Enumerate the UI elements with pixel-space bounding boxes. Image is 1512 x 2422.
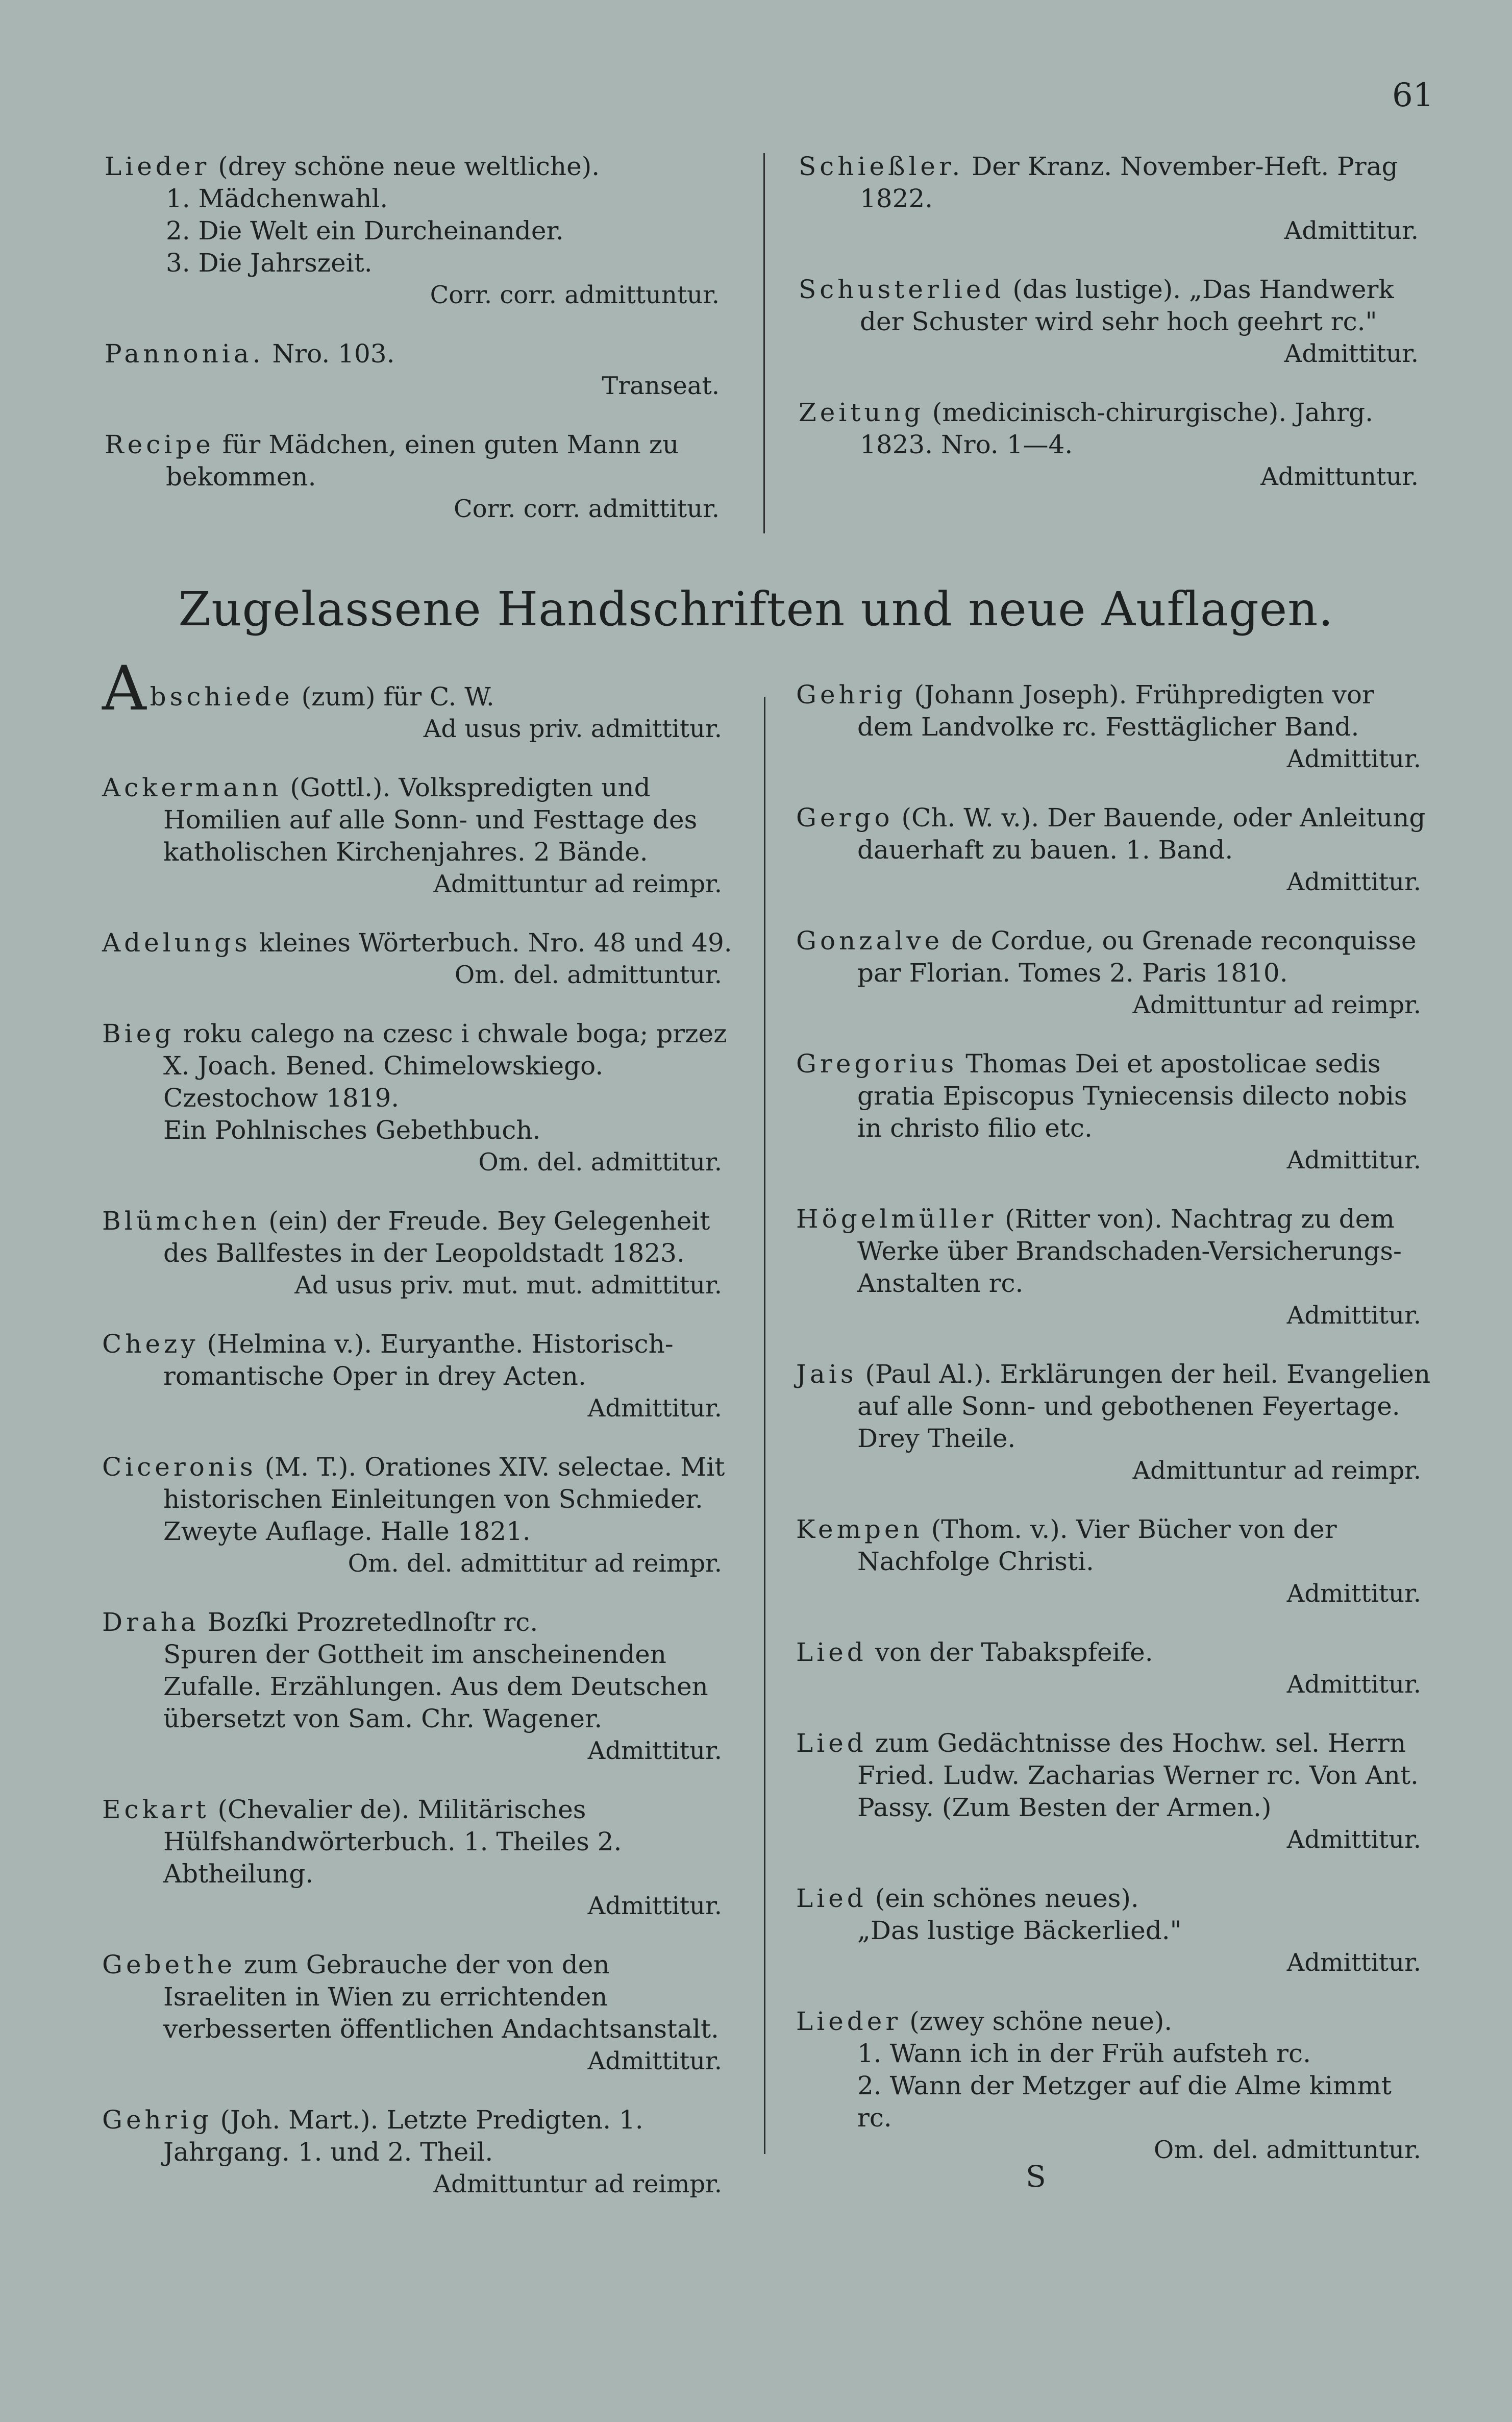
entry-headword: Högelmüller	[796, 1204, 997, 1234]
catalog-entry	[796, 1203, 1431, 1332]
entry-text	[796, 1727, 1431, 1824]
entry-headword: Schusterlied	[799, 275, 1005, 304]
entry-verdict: Admittitur.	[587, 2047, 722, 2075]
entry-text	[796, 1203, 1431, 1300]
catalog-entry	[105, 338, 730, 402]
entry-subline: 3. Die Jahrszeit.	[166, 248, 373, 278]
entry-text	[105, 338, 730, 370]
entry-text	[102, 1328, 732, 1392]
entry-subline: 2. Wann der Metzger auf die Alme kimmt rc.	[857, 2071, 1392, 2133]
entry-headword: Bieg	[102, 1019, 175, 1048]
entry-description: (Chevalier de). Militärisches Hülfshandwörterbuch. 1. Theiles 2. Abtheilung.	[163, 1795, 622, 1889]
catalog-entry	[102, 653, 732, 745]
entry-headword: Gonzalve	[796, 926, 944, 956]
catalog-entry	[102, 772, 732, 900]
entry-verdict: Admittuntur ad reimpr.	[433, 870, 722, 898]
entry-text	[102, 1794, 732, 1890]
entry-headword: Lieder	[105, 152, 210, 181]
entry-subline: 1. Mädchenwahl.	[166, 184, 388, 213]
drop-cap: A	[102, 653, 150, 724]
entry-description: Der Kranz. November-Heft. Prag 1822.	[860, 152, 1398, 213]
catalog-entry	[796, 802, 1431, 898]
entry-description: (Johann Joseph). Frühpredigten vor dem Landvolke rc. Festtäglicher Band.	[857, 680, 1374, 742]
entry-headword: Gehrig	[102, 2105, 212, 2135]
entry-verdict: Om. del. admittitur.	[478, 1148, 722, 1177]
entry-description: für Mädchen, einen guten Mann zu bekommen.	[166, 430, 679, 492]
entry-verdict: Admittitur.	[1286, 1948, 1421, 1977]
entry-text	[105, 429, 730, 493]
entry-verdict: Om. del. admittitur ad reimpr.	[348, 1549, 722, 1578]
entry-text	[799, 151, 1429, 215]
entry-verdict: Corr. corr. admittitur.	[454, 495, 720, 523]
entry-headword: Gehrig	[796, 680, 906, 710]
entry-verdict: Admittitur.	[587, 1394, 722, 1423]
catalog-entry	[102, 1018, 732, 1179]
entry-headword: Lieder	[796, 2007, 902, 2036]
entry-verdict: Admittitur.	[587, 1736, 722, 1765]
entry-text	[796, 2005, 1431, 2038]
catalog-entry	[102, 1949, 732, 2077]
entry-verdict: Admittuntur ad reimpr.	[1132, 991, 1421, 1019]
entry-text	[796, 1048, 1431, 1144]
entry-description: (Ch. W. v.). Der Bauende, oder Anleitung dauerhaft zu bauen. 1. Band.	[857, 803, 1426, 865]
entry-description: (Thom. v.). Vier Bücher von der Nachfolge Christi.	[857, 1514, 1337, 1576]
catalog-entry	[102, 1328, 732, 1425]
entry-description: (medicinisch-chirurgische). Jahrg. 1823. Nro. 1—4.	[860, 398, 1373, 459]
entry-headword: Jais	[796, 1359, 857, 1389]
entry-subline: 1. Wann ich in der Früh aufsteh rc.	[857, 2039, 1311, 2068]
entry-verdict: Admittitur.	[1286, 1825, 1421, 1854]
top-right-column	[799, 151, 1429, 520]
catalog-entry	[796, 1048, 1431, 1177]
entry-description: (Joh. Mart.). Letzte Predigten. 1. Jahrgang. 1. und 2. Theil.	[163, 2105, 643, 2167]
catalog-entry	[102, 1606, 732, 1767]
entry-subline: 2. Die Welt ein Durcheinander.	[166, 216, 564, 246]
entry-subline: Ein Pohlnisches Gebethbuch.	[163, 1115, 541, 1145]
entry-description: (M. T.). Orationes XIV. selectae. Mit historischen Einleitungen von Schmieder. Zweyte Auflage. Halle 1821.	[163, 1452, 725, 1546]
entry-text	[102, 653, 732, 724]
column-divider-bottom	[764, 697, 765, 2154]
entry-headword: Schießler.	[799, 152, 964, 181]
catalog-entry	[102, 1451, 732, 1580]
entry-text	[102, 1205, 732, 1269]
entry-text	[102, 927, 732, 959]
entry-text	[796, 925, 1431, 989]
catalog-entry	[796, 1882, 1431, 1979]
entry-verdict: Admittitur.	[1284, 339, 1419, 368]
entry-headword: Kempen	[796, 1514, 923, 1544]
entry-text	[799, 397, 1429, 461]
entry-text	[796, 1882, 1431, 1915]
entry-verdict: Admittuntur ad reimpr.	[1132, 1456, 1421, 1485]
entry-headword: Lied	[796, 1883, 867, 1913]
entry-headword: Zeitung	[799, 398, 924, 427]
catalog-entry	[105, 151, 730, 311]
bottom-left-column	[102, 653, 732, 2227]
catalog-entry	[102, 1794, 732, 1922]
entry-verdict: Admittitur.	[1286, 1579, 1421, 1608]
entry-text	[105, 151, 730, 183]
entry-text	[102, 772, 732, 868]
catalog-entry	[102, 927, 732, 991]
entry-verdict: Om. del. admittuntur.	[454, 961, 722, 989]
entry-verdict: Ad usus priv. mut. mut. admittitur.	[294, 1271, 722, 1300]
catalog-entry	[102, 2104, 732, 2200]
catalog-entry	[796, 679, 1431, 775]
entry-headword: Gergo	[796, 803, 894, 833]
entry-description: (Helmina v.). Euryanthe. Historisch-romantische Oper in drey Acten.	[163, 1329, 674, 1391]
bottom-right-column	[796, 679, 1431, 2193]
entry-verdict: Admittitur.	[1286, 1301, 1421, 1330]
entry-description: (Paul Al.). Erklärungen der heil. Evangelien auf alle Sonn- und gebothenen Feyertage. Drey Theile.	[857, 1359, 1431, 1453]
entry-description: (drey schöne neue weltliche).	[210, 152, 600, 181]
catalog-entry	[796, 925, 1431, 1021]
entry-headword: Adelungs	[102, 928, 251, 958]
entry-text	[102, 1451, 732, 1548]
entry-verdict: Admittitur.	[1286, 1146, 1421, 1175]
entry-headword: Chezy	[102, 1329, 199, 1359]
entry-verdict: Admittitur.	[1286, 745, 1421, 773]
entry-headword: Gregorius	[796, 1049, 958, 1079]
entry-text	[102, 1606, 732, 1638]
entry-verdict: Admittuntur.	[1260, 462, 1419, 491]
catalog-entry	[799, 274, 1429, 370]
column-divider-top	[763, 153, 765, 533]
entry-subline: „Das lustige Bäckerlied."	[857, 1916, 1182, 1945]
entry-description: zum Gebrauche der von den Israeliten in Wien zu errichtenden verbesserten öffentlichen Andachtsanstalt.	[163, 1950, 719, 2044]
entry-headword: Eckart	[102, 1795, 210, 1824]
section-heading: Zugelassene Handschriften und neue Auflagen.	[178, 582, 1334, 637]
entry-headword: Ciceronis	[102, 1452, 257, 1482]
entry-headword: Blümchen	[102, 1206, 261, 1236]
entry-description: Bozſki Prozretedlnoſtr rc.	[199, 1607, 538, 1637]
entry-text	[799, 274, 1429, 338]
entry-description: von der Tabakspfeife.	[866, 1637, 1153, 1667]
page-number: 61	[1392, 77, 1434, 114]
entry-text	[102, 1949, 732, 2045]
entry-description: kleines Wörterbuch. Nro. 48 und 49.	[251, 928, 732, 958]
entry-description: roku calego na czesc i chwale boga; przez X. Joach. Bened. Chimelowskiego. Czestochow 1819.	[163, 1019, 727, 1113]
entry-headword: Recipe	[105, 430, 214, 459]
entry-description: Thomas Dei et apostolicae sedis gratia Episcopus Tyniecensis dilecto nobis in christo filio etc.	[857, 1049, 1407, 1143]
entry-verdict: Admittuntur ad reimpr.	[433, 2170, 722, 2198]
entry-text	[796, 802, 1431, 866]
entry-text	[102, 1018, 732, 1114]
entry-text	[796, 1358, 1431, 1455]
entry-headword: Ackermann	[102, 773, 282, 802]
entry-description: (Ritter von). Nachtrag zu dem Werke über Brandschaden-Versicherungs-Anstalten rc.	[857, 1204, 1402, 1298]
entry-headword: Lied	[796, 1728, 867, 1758]
entry-description: (ein) der Freude. Bey Gelegenheit des Ballfestes in der Leopoldstadt 1823.	[163, 1206, 710, 1268]
entry-headword: Gebethe	[102, 1950, 236, 1979]
entry-description: (Gottl.). Volkspredigten und Homilien auf alle Sonn- und Festtage des katholischen Kirchenjahres. 2 Bände.	[163, 773, 698, 867]
entry-text	[796, 1636, 1431, 1669]
catalog-entry	[796, 1727, 1431, 1856]
entry-headword: Draha	[102, 1607, 200, 1637]
entry-headword: Lied	[796, 1637, 867, 1667]
entry-text	[796, 679, 1431, 743]
entry-headword: Abschiede	[102, 653, 293, 724]
entry-description: (das lustige). „Das Handwerk der Schuster wird sehr hoch geehrt rc."	[860, 275, 1394, 336]
entry-text	[102, 2104, 732, 2168]
entry-text	[796, 1513, 1431, 1578]
catalog-entry	[105, 429, 730, 525]
entry-description: de Cordue, ou Grenade reconquisse par Florian. Tomes 2. Paris 1810.	[857, 926, 1417, 988]
entry-description: zum Gedächtnisse des Hochw. sel. Herrn Fried. Ludw. Zacharias Werner rc. Von Ant. Passy. (Zum Besten der Armen.)	[857, 1728, 1419, 1822]
entry-description: (ein schönes neues).	[866, 1883, 1139, 1913]
catalog-entry	[799, 151, 1429, 247]
top-left-column	[105, 151, 730, 552]
catalog-entry	[799, 397, 1429, 493]
signature-mark: S	[1026, 2159, 1046, 2194]
entry-verdict: Admittitur.	[587, 1892, 722, 1920]
entry-description: (zum) für C. W.	[293, 682, 494, 712]
entry-verdict: Admittitur.	[1284, 216, 1419, 245]
catalog-entry	[796, 1636, 1431, 1701]
entry-verdict: Om. del. admittuntur.	[1153, 2136, 1421, 2164]
entry-verdict: Ad usus priv. admittitur.	[423, 715, 722, 743]
entry-description: (zwey schöne neue).	[901, 2007, 1173, 2036]
catalog-entry	[796, 1513, 1431, 1610]
catalog-entry	[796, 2005, 1431, 2166]
entry-subline: Spuren der Gottheit im anscheinenden Zufalle. Erzählungen. Aus dem Deutschen übersetzt von Sam. Chr. Wagener.	[163, 1640, 708, 1733]
entry-verdict: Transeat.	[602, 372, 720, 400]
catalog-entry	[102, 1205, 732, 1302]
entry-headword: Pannonia.	[105, 339, 264, 369]
entry-verdict: Admittitur.	[1286, 868, 1421, 896]
catalog-entry	[796, 1358, 1431, 1487]
entry-description: Nro. 103.	[264, 339, 395, 369]
entry-verdict: Admittitur.	[1286, 1670, 1421, 1699]
entry-verdict: Corr. corr. admittuntur.	[430, 281, 720, 309]
